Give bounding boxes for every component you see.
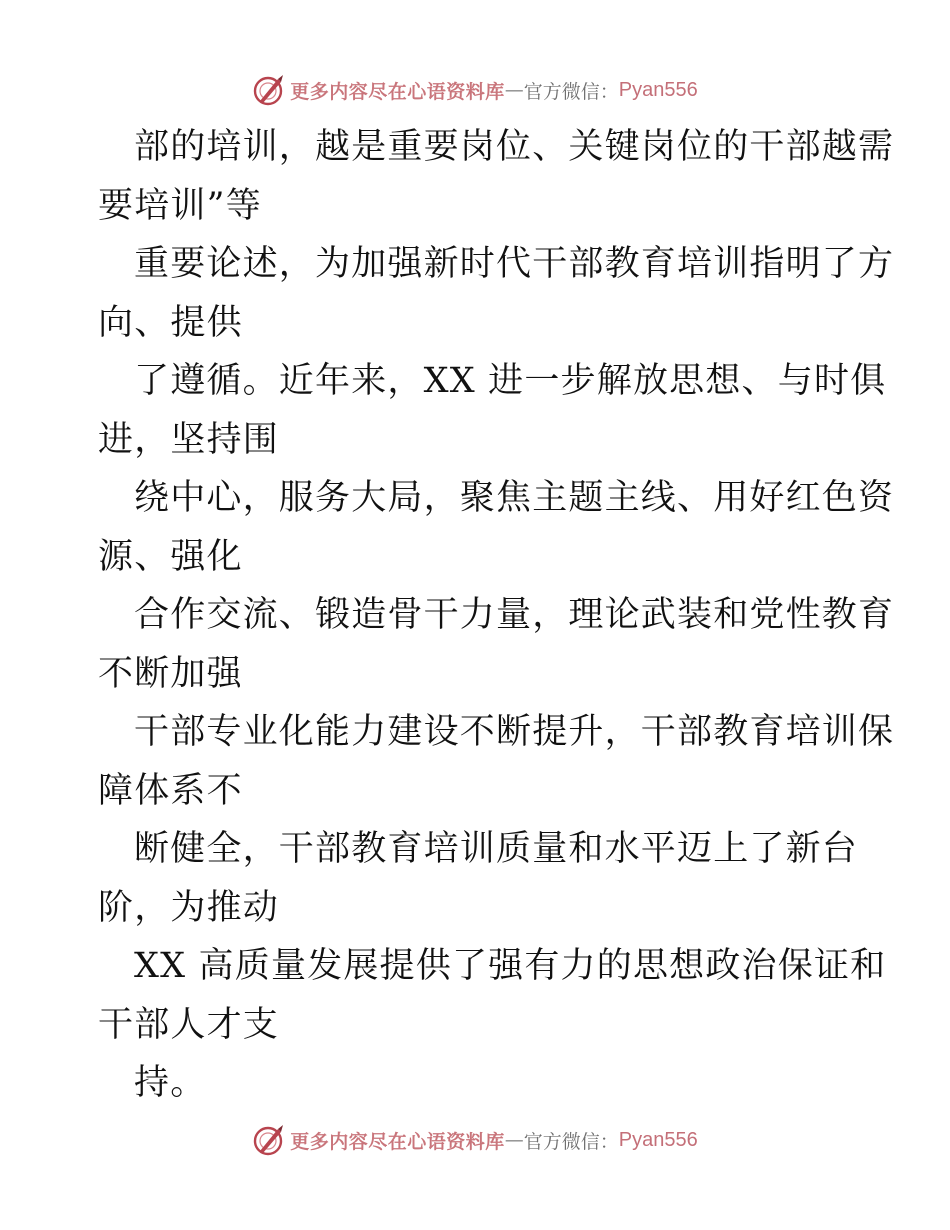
paragraph-line: 向、提供 (98, 302, 243, 343)
paragraph-line: 干部人才支 (98, 1004, 280, 1045)
paragraph-line: 障体系不 (98, 770, 243, 811)
paragraph-line: 进，坚持围 (98, 419, 280, 460)
paragraph-line: 源、强化 (98, 536, 243, 577)
paragraph-line: 绕中心，服务大局，聚焦主题主线、用好红色资 (134, 478, 895, 518)
paragraph-line: 合作交流、锻造骨干力量，理论武装和党性教育 (134, 595, 895, 635)
quill-pen-logo-icon (252, 73, 286, 107)
paragraph-line: 了遵循。近年来，XX 进一步解放思想、与时俱 (134, 361, 887, 401)
paragraph-line: 部的培训，越是重要岗位、关键岗位的干部越需 (134, 127, 895, 167)
site-name: 更多内容尽在心语资料库 (290, 80, 505, 103)
document-body (98, 118, 895, 1113)
paragraph-line: XX 高质量发展提供了强有力的思想政治保证和 (134, 946, 887, 986)
paragraph-line: 重要论述，为加强新时代干部教育培训指明了方 (134, 244, 895, 284)
quill-pen-logo-icon (252, 1123, 286, 1157)
banner-separator: — (504, 1129, 524, 1151)
site-name: 更多内容尽在心语资料库 (290, 1130, 505, 1153)
paragraph-line: 断健全，干部教育培训质量和水平迈上了新台 (134, 829, 859, 869)
wechat-id: Pyan556 (618, 1128, 698, 1151)
header-banner (0, 70, 950, 110)
wechat-label: 官方微信： (523, 1130, 619, 1153)
paragraph-line: 阶，为推动 (98, 887, 280, 928)
wechat-id: Pyan556 (618, 78, 698, 101)
wechat-label: 官方微信： (523, 80, 619, 103)
banner-separator: — (504, 79, 524, 101)
paragraph-line: 不断加强 (98, 653, 243, 694)
footer-banner (0, 1120, 950, 1160)
paragraph-line: 持。 (134, 1063, 207, 1103)
paragraph-line: 干部专业化能力建设不断提升，干部教育培训保 (134, 712, 895, 752)
paragraph-line: 要培训”等 (98, 185, 262, 226)
